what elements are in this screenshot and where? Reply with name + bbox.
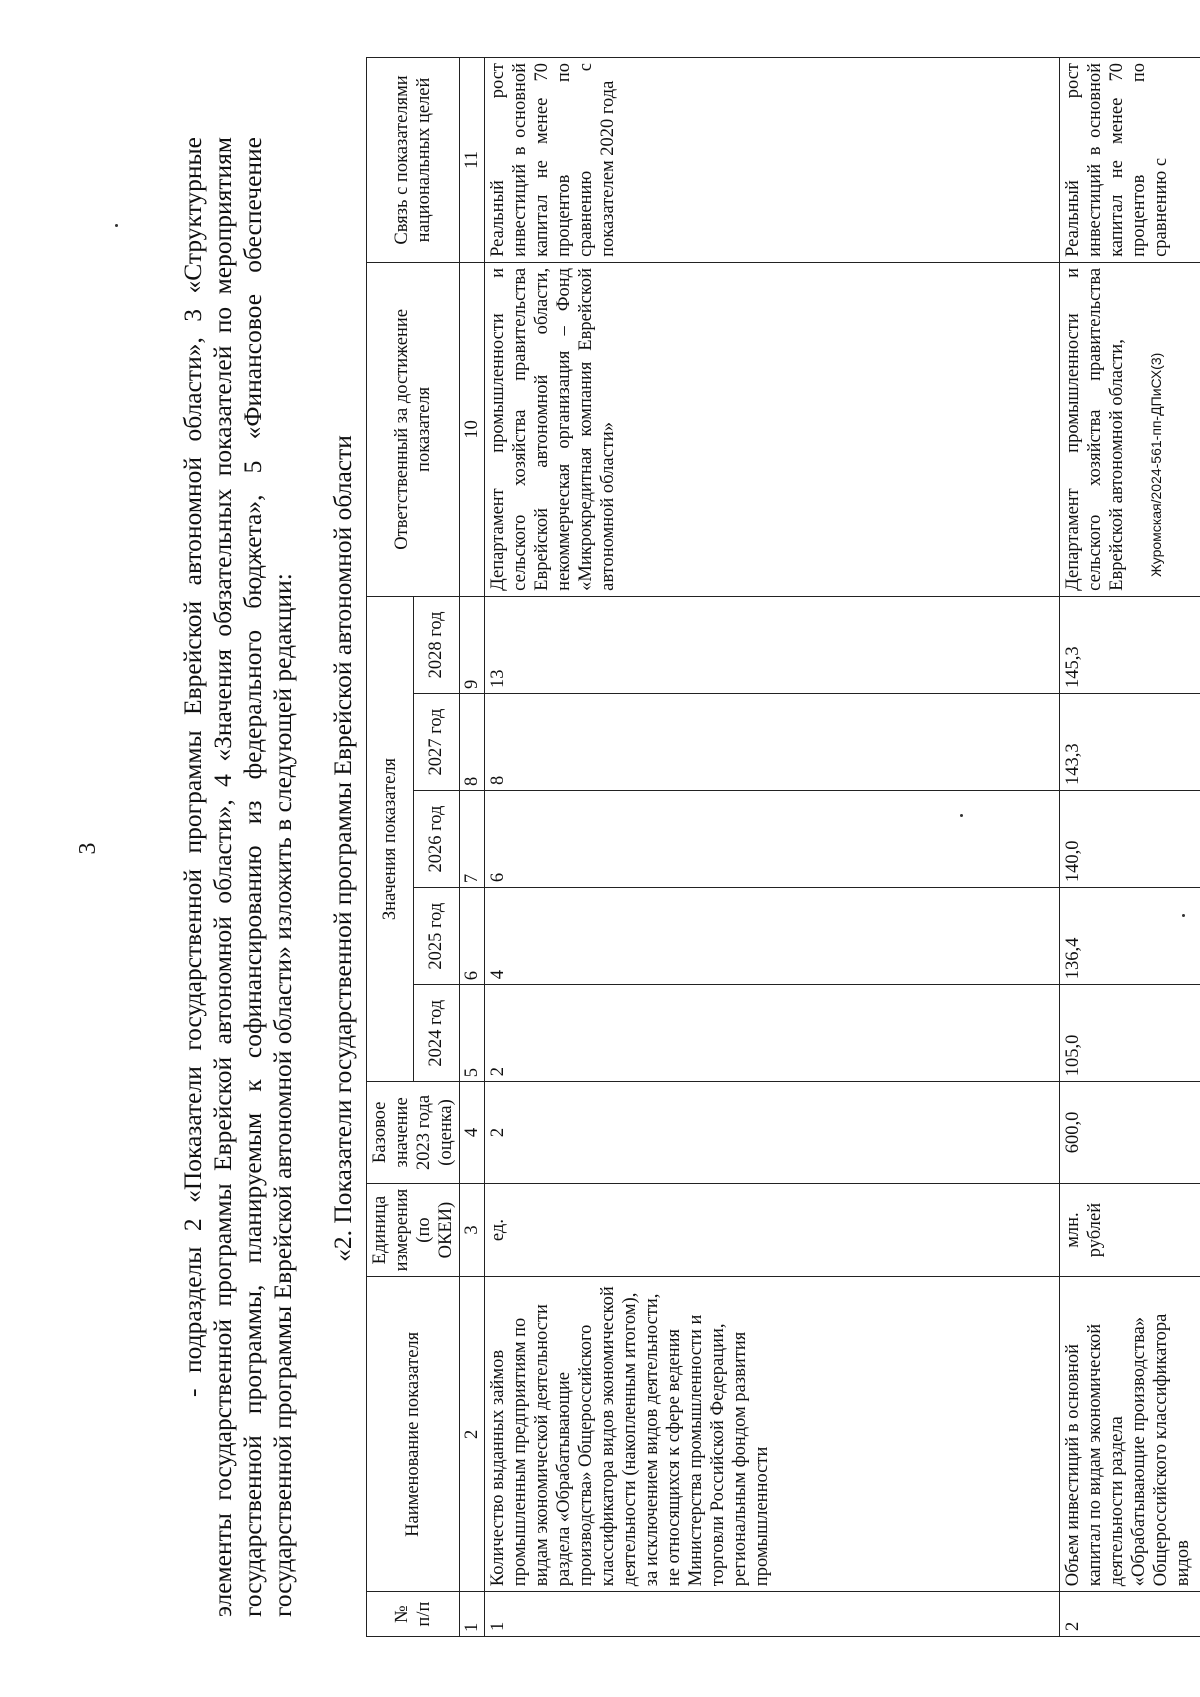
column-number: 1: [460, 1592, 485, 1637]
header-name: Наименование показателя: [367, 1277, 460, 1592]
value-2027: 143,3: [1060, 693, 1200, 790]
value-2024: 105,0: [1060, 985, 1200, 1082]
value-2028: 13: [485, 596, 1060, 693]
header-responsible: Ответственный за достижение показателя: [367, 262, 460, 596]
value-2028: 145,3: [1060, 596, 1200, 693]
indicator-base-value: 600,0: [1060, 1082, 1200, 1183]
responsible-body: Департамент промышленности и сельского хозяйства правительства Еврейской автономной области, некоммерческая организация – Фонд «Микрокредитная компания Еврейской автономной области»: [485, 262, 1060, 596]
header-base: Базовое значение 2023 года (оценка): [367, 1082, 460, 1183]
column-number: 8: [460, 693, 485, 790]
column-number: 2: [460, 1277, 485, 1592]
document-footer-code: Журомская/2024-561-пп-ДПиСХ(3): [1148, 352, 1164, 577]
column-numbers-row: [460, 58, 485, 1637]
page-number: 3: [75, 842, 101, 855]
header-year-2025: 2025 год: [413, 888, 460, 985]
value-2027: 8: [485, 693, 1060, 790]
indicator-unit: ед.: [485, 1183, 1060, 1277]
scan-speck: [1182, 914, 1185, 917]
intro-paragraph: [178, 137, 298, 1617]
indicator-name: Количество выданных займов промышленным предприятиям по видам экономической деятельности раздела «Обрабатывающие производства» Общероссийского классификатора видов экономической деятельности (накопленным итогом), за исключением видов деятельности, не относящихся к сфере ведения Министерства промышленности и торговли Российской Федерации, региональным фондом развития промышленности: [485, 1277, 1060, 1592]
value-2024: 2: [485, 985, 1060, 1082]
header-no: № п/п: [367, 1592, 460, 1637]
indicator-name: Объем инвестиций в основной капитал по видам экономической деятельности раздела «Обрабатывающие производства» Общероссийского классификатора видов: [1060, 1277, 1200, 1592]
row-no: 2: [1060, 1592, 1200, 1637]
header-year-2024: 2024 год: [413, 985, 460, 1082]
responsible-body: Департамент промышленности и сельского хозяйства правительства Еврейской автономной области,: [1060, 262, 1200, 596]
header-unit: Единица измерения (по ОКЕИ): [367, 1183, 460, 1277]
value-2026: 6: [485, 791, 1060, 888]
scan-speck: [115, 224, 118, 227]
column-number: 7: [460, 791, 485, 888]
column-number: 6: [460, 888, 485, 985]
header-link: Связь с показателями национальных целей: [367, 58, 460, 263]
column-number: 5: [460, 985, 485, 1082]
section-subtitle: «2. Показатели государственной программы Еврейской автономной области: [328, 435, 357, 1262]
value-2026: 140,0: [1060, 791, 1200, 888]
indicators-table: [366, 57, 1200, 1637]
column-number: 11: [460, 58, 485, 263]
table-row: [1060, 58, 1200, 1637]
value-2025: 4: [485, 888, 1060, 985]
column-number: 3: [460, 1183, 485, 1277]
indicator-unit: млн. рублей: [1060, 1183, 1200, 1277]
intro-text: - подразделы 2 «Показатели государственной программы Еврейской автономной области», 3 «Структурные элементы государственной программы Еврейской автономной области», 4 «Значения обязательных показателей по мероприятиям государственной программы, планируемым к софинансированию из федерального бюджета», 5 «Финансовое обеспечение государственной программы Еврейской автономной области» изложить в следующей редакции:: [178, 137, 297, 1617]
header-row: [367, 58, 414, 1637]
header-year-2027: 2027 год: [413, 693, 460, 790]
table-row: [485, 58, 1060, 1637]
value-2025: 136,4: [1060, 888, 1200, 985]
column-number: 10: [460, 262, 485, 596]
header-year-2026: 2026 год: [413, 791, 460, 888]
column-number: 9: [460, 596, 485, 693]
column-number: 4: [460, 1082, 485, 1183]
indicator-base-value: 2: [485, 1082, 1060, 1183]
row-no: 1: [485, 1592, 1060, 1637]
header-values-group: Значения показателя: [367, 596, 414, 1081]
national-goal-link: Реальный рост инвестиций в основной капитал не менее 70 процентов по сравнению с: [1060, 58, 1200, 263]
header-year-2028: 2028 год: [413, 596, 460, 693]
national-goal-link: Реальный рост инвестиций в основной капитал не менее 70 процентов по сравнению с показателем 2020 года: [485, 58, 1060, 263]
scan-speck: [960, 814, 963, 817]
